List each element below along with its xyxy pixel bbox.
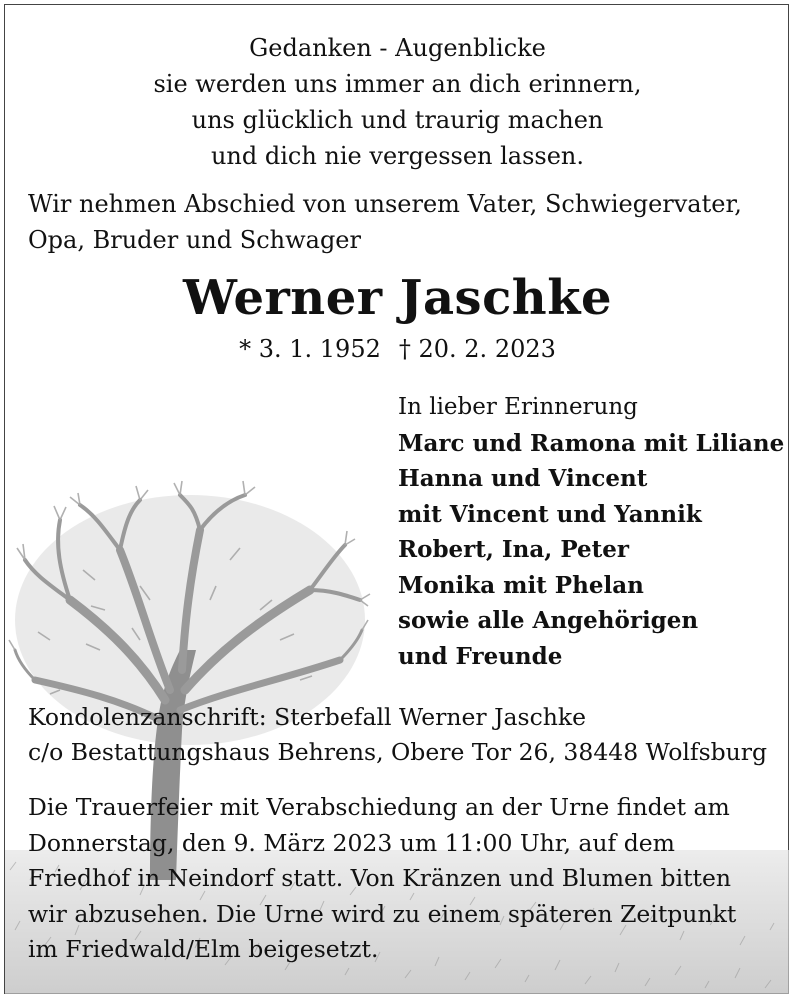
poem-line: Gedanken - Augenblicke: [249, 34, 546, 62]
ceremony-line: Donnerstag, den 9. März 2023 um 11:00 Uhr, auf dem: [28, 828, 675, 857]
ceremony-line: Friedhof in Neindorf statt. Von Kränzen und Blumen bitten: [28, 864, 732, 892]
memorial-poem: [0, 30, 795, 174]
condolence-address: [28, 700, 788, 770]
intro-line: Wir nehmen Abschied von unserem Vater, Schwiegervater,: [28, 190, 742, 218]
mourners-lead: In lieber Erinnerung: [398, 394, 638, 420]
ceremony-line: Die Trauerfeier mit Verabschiedung an der Urne findet am: [28, 793, 730, 821]
mourner-entry: und Freunde: [398, 642, 563, 670]
ceremony-line: wir abzusehen. Die Urne wird zu einem späteren Zeitpunkt: [28, 899, 737, 928]
intro-line: Opa, Bruder und Schwager: [28, 226, 361, 254]
mourner-entry: Robert, Ina, Peter: [398, 536, 630, 563]
deceased-name: Werner Jaschke: [182, 270, 612, 326]
mourner-entry: Marc und Ramona mit Liliane: [398, 429, 785, 457]
mourner-entry: sowie alle Angehörigen: [398, 607, 699, 634]
mourner-entry: mit Vincent und Yannik: [398, 500, 702, 528]
life-dates: [0, 332, 795, 366]
address-line: Kondolenzanschrift: Sterbefall Werner Jaschke: [28, 703, 587, 731]
poem-line: sie werden uns immer an dich erinnern,: [153, 70, 642, 98]
address-line: c/o Bestattungshaus Behrens, Obere Tor 26, 38448 Wolfsburg: [28, 738, 768, 766]
ceremony-notice: [28, 790, 788, 968]
poem-line: und dich nie vergessen lassen.: [210, 142, 585, 170]
mourner-entry: Hanna und Vincent: [398, 465, 648, 492]
birth-date: * 3. 1. 1952: [239, 335, 381, 363]
death-date: † 20. 2. 2023: [398, 335, 556, 363]
mourners-list: [398, 390, 788, 674]
farewell-intro: [28, 186, 778, 258]
poem-line: uns glücklich und traurig machen: [191, 106, 604, 134]
ceremony-line: im Friedwald/Elm beigesetzt.: [28, 935, 379, 963]
mourner-entry: Monika mit Phelan: [398, 571, 644, 599]
